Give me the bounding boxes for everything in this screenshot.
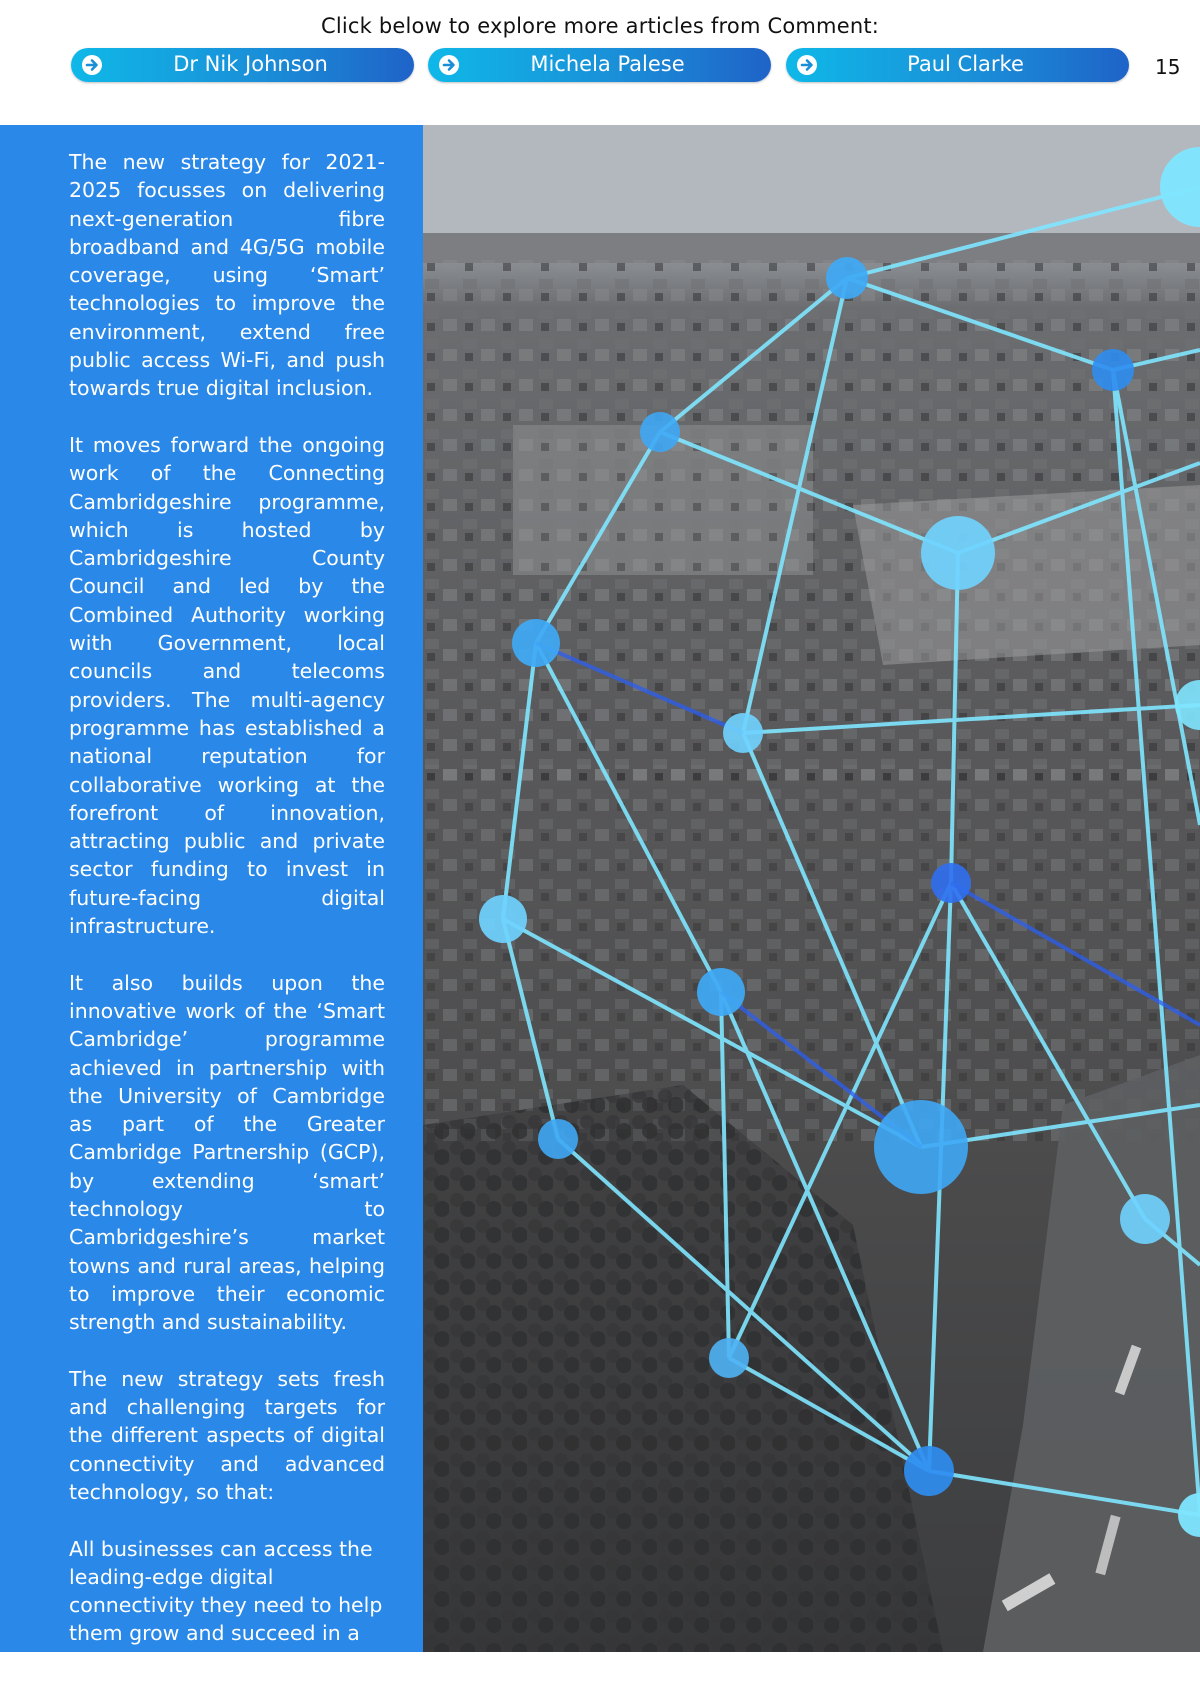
- article-paragraph: The new strategy sets fresh and challenging targets for the different aspects of digital connectivity and advanced technology, so that:: [69, 1366, 385, 1504]
- bottom-margin: [0, 1652, 1200, 1696]
- circle-arrow-right-icon: [81, 54, 103, 76]
- link-button-paul-clarke[interactable]: [786, 48, 1129, 82]
- link-button-dr-nik-johnson[interactable]: [71, 48, 414, 82]
- city-network-photo: [423, 125, 1200, 1652]
- article-paragraph: The new strategy for 2021-2025 focusses on delivering next-generation fibre broadband and 4G/5G mobile coverage, using ‘Smart’ technologies to improve the environment, extend free public access Wi-Fi, and push towards true digital inclusion.: [69, 150, 385, 401]
- top-bar: [0, 0, 1200, 125]
- link-label: Paul Clarke: [907, 52, 1024, 76]
- article-body: [69, 148, 385, 1704]
- explore-prompt: Click below to explore more articles from Comment:: [320, 14, 880, 38]
- article-paragraph-text: All businesses can access the leading-edge digital connectivity they need to help them grow and succeed in a: [69, 1536, 383, 1646]
- link-label: Michela Palese: [530, 52, 685, 76]
- circle-arrow-right-icon: [438, 54, 460, 76]
- network-overlay-image: [423, 125, 1200, 1652]
- link-button-michela-palese[interactable]: [428, 48, 771, 82]
- link-label: Dr Nik Johnson: [173, 52, 328, 76]
- page-number: 15: [1155, 55, 1181, 79]
- article-paragraph: It also builds upon the innovative work of the ‘Smart Cambridge’ programme achieved in partnership with the University of Cambridge as part of the Greater Cambridge Partnership (GCP), by extending ‘smart’ technology to Cambridgeshire’s market towns and rural areas, helping to improve their economic strength and sustainability.: [69, 970, 385, 1335]
- article-paragraph: It moves forward the ongoing work of the Connecting Cambridgeshire programme, which is hosted by Cambridgeshire County Council and led by the Combined Authority working with Government, local councils and telecoms providers. The multi-agency programme has established a national reputation for collaborative working at the forefront of innovation, attracting public and private sector funding to invest in future-facing digital infrastructure.: [69, 432, 385, 939]
- circle-arrow-right-icon: [796, 54, 818, 76]
